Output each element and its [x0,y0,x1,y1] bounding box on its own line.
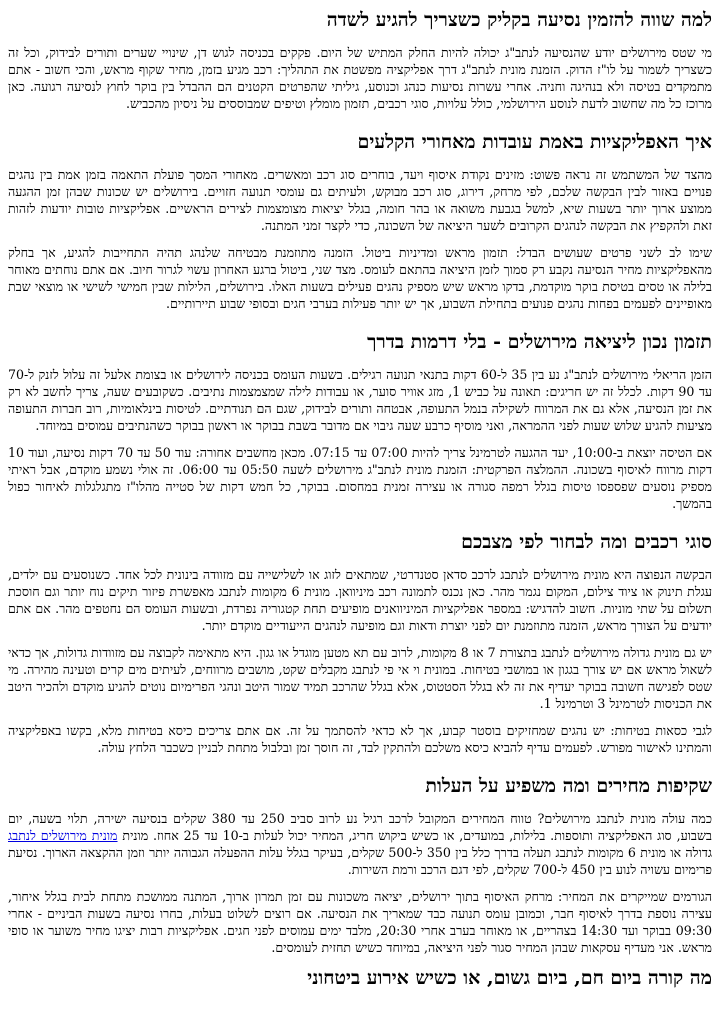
heading-vehicle-types: סוגי רכבים ומה לבחור לפי מצבכם [461,531,712,553]
heading-why-book-by-click: למה שווה להזמין נסיעה בקליק כשצריך להגיע לשדה [326,9,712,31]
heading-price-transparency: שקיפות מחירים ומה משפיע על העלות [425,775,712,797]
paragraph-sedan-minivan: הבקשה הנפוצה היא מונית מירושלים לנתבג לרכב סדאן סטנדרטי, שמתאים לזוג או לשלישייה עם מזוודה בינונית לכל אחד. כשנוסעים עם ילדים, עגלת תינוק או ציוד צילום, המקום נגמר מהר. כאן נכנס לתמונה רכב מיניוואן. מונית 6 מקומות לנתבג מאפשרת פיזור תיקים נוח יותר וגם חוסכת תשלום על שתי מוניות. חשוב להדגיש: במספר אפליקציות המיניוואנים מופיעים תחת קטגוריה נפרדת, ובשעות העומס הם נחטפים מהר. אם אתם יודעים על הצורך מראש, הזמנה מתוזמנת יום לפני יוצרת ודאות וגם מופיעה לנהגים הייעודיים מוקדם יותר. [8,567,712,633]
price-text-before-link: כמה עולה מונית לנתבג מירושלים? טווח המחירים המקובל לרכב רגיל נע לרוב סביב 250 עד 380 שקלים בנסיעה ישירה, תלוי בשעה, יום בשבוע, סוג האפליקציה ותוספות. בלילות, במועדים, או כשיש ביקוש חריג, המחיר יכול לעלות ב-10 עד 25 אחוז. מונית [8,811,712,843]
heading-timing-departure: תזמון נכון ליציאה מירושלים - בלי דרמות בדרך [367,331,712,353]
paragraph-price-ranges [8,810,712,878]
heading-how-apps-work: איך האפליקציות באמת עובדות מאחורי הקלעים [357,131,712,153]
paragraph-matching: מהצד של המשתמש זה נראה פשוט: מזינים נקודת איסוף ויעד, בוחרים סוג רכב ומאשרים. מאחורי המסך פועלת התאמה בזמן אמת בין נהגים פנויים באזור לבין הבקשה שלכם, לפי מרחק, דירוג, סוג רכב מבוקש, ולעיתים גם עומסי תנועה חזויים. בירושלים יש שכונות שבהן זמן ההגעה ממוצע ארוך יותר בשעות שיא, למשל בגבעת משואה או בהר חומה, בגלל יציאות מצומצמות לצירים הראשיים. אפליקציות טובות יודעות לזהות זאת ולהקפיץ את הבקשה לנהגים הקרובים לשער היציאה של השכונה, כדי לקצר זמני המתנה. [8,167,712,233]
link-taxi-jerusalem-airport[interactable]: מונית מירושלים לנתבג [8,828,118,843]
paragraph-large-vip: יש גם מונית גדולה מירושלים לנתבג בתצורת 7 או 8 מקומות, לרוב עם תא מטען מוגדל או גגון. היא מתאימה לקבוצה עם מזוודות גדולות, אך כדאי לשאול מראש אם יש צורך בגגון או במושבי בטיחות. במונית וי אי פי לנתבג מקבלים שקט, מושבים מרווחים, לעיתים מים קרים וטעינה מהירה. מי שטס לפגישה חשובה בבוקר יעדיף את זה לא בגלל הסטטוס, אלא בגלל שהרכב תמיד שמור היטב ונהגי הפרימיום נוטים להגיע מוקדם ולהכיר היטב את הכניסות לטרמינל 3 וטרמינל 1. [8,645,712,711]
price-text-after-link: גדולה או מונית 6 מקומות לנתבג תעלה בדרך כלל בין 350 ל-500 שקלים, בעיקר בגלל עלות ההפעלה הגבוהה יותר וזמן ההקצאה הארוך. נסיעת פרימיום עשויה לנוע בין 450 ל-700 שקלים, לפי דגם הרכב ורמת השירות. [8,845,712,877]
paragraph-child-seats: לגבי כסאות בטיחות: יש נהגים שמחזיקים בוסטר קבוע, אך לא כדאי להסתמך על זה. אם אתם צריכים כיסא בטיחות מלא, בקשו באפליקציה והמתינו לאישור מפורש. לפעמים עדיף להביא כיסא משלכם ולהתקין לבד, זה חוסך זמן ובלבול מתחת לבניין כשכבר הלחץ עולה. [8,723,712,755]
heading-weather-security-events: מה קורה ביום חם, ביום גשום, או כשיש אירוע ביטחוני [307,967,712,989]
paragraph-scheduling-cancellation: שימו לב לשני פרטים שעושים הבדל: תזמון מראש ומדיניות ביטול. הזמנה מתוזמנת מבטיחה שלנהג תהיה התחייבות להגיע, אך בחלק מהאפליקציות מחיר הנסיעה נקבע רק סמוך לזמן היציאה בהתאם לעומס. מצד שני, ביטול ברגע האחרון עשוי לגרור חיוב. אם אתם נוחתים מאוחר בלילה או טסים בטיסת בוקר מוקדמת, בדקו מראש שיש מספיק נהגים פעילים בשעות האלו. בירושלים, הלילות שבין חמישי לשישי או מוצאי שבת מאופיינים לפעמים בפחות נהגים פנועים בתחילת השבוע, אך יש יותר פעילות בערבי חגים ובסופי שבוע תיירותיים. [8,245,712,311]
paragraph-cost-factors: הגורמים שמייקרים את המחיר: מרחק האיסוף בתוך ירושלים, יציאה משכונות עם זמן תמרון ארוך, המתנה ממושכת מתחת לבית בגלל איחור, עצירה נוספת בדרך לאיסוף חבר, וכמובן עומס תנועה כבד שמאריך את הנסיעה. אם רוצים לשלוט בעלות, בחרו נסיעה בשעות הביניים - אחרי 09:30 בבוקר ועד 14:30 בצהריים, או מאוחר בערב אחרי 20:30, מלבד ימים עמוסים לפני חגים. אפליקציות רבות יציגו מחיר משוער או סופי מראש. אני מעדיף עסקאות שבהן המחיר סגור לפני היציאה, במיוחד כשיש תחזית לעומסים. [8,889,712,955]
paragraph-intro: מי שטס מירושלים יודע שהנסיעה לנתב"ג יכולה להיות החלק המתיש של היום. פקקים בכניסה לגוש דן, שינויי שערים ותורים לבידוק, וכל זה כשצריך לשמור על לו"ז הדוק. הזמנת מונית לנתב"ג דרך אפליקציה מפשטת את התהליך: רכב מגיע בזמן, מחיר שקוף מראש, והכי חשוב - אתם מתמקדים בטיסה ולא בנהיגה וחניה. אחרי עשרות נסיעות כנהג וכנוסע, גיליתי שהפרטים הקטנים הם ההבדל בין בוקר לחוץ לנסיעה רגועה. כאן מרוכז כל מה שחשוב לדעת לנוסע הירושלמי, כולל עלויות, סוגי רכבים, תזמון מומלץ וטיפים שמבוססים על ניסיון מהכביש. [8,45,712,111]
paragraph-backward-planning: אם הטיסה יוצאת ב-10:00, יעד ההגעה לטרמינל צריך להיות 07:00 עד 07:15. מכאן מחשבים אחורה: עוד 50 עד 70 דקות נסיעה, ועוד 10 דקות מרווח לאיסוף בשכונה. ההמלצה הפרקטית: הזמנת מונית לנתב"ג מירושלים לשעה 05:50 עד 06:00. זה אולי נשמע מוקדם, אבל ראיתי מספיק נוסעים שפספסו טיסות בגלל רמפה סגורה או עצירה זמנית במחסום. בבוקר, כל חמש דקות של סטייה מהלו"ז מתגלגלות לאיחור כפול בהמשך. [8,445,713,511]
paragraph-travel-time: הזמן הריאלי מירושלים לנתב"ג נע בין 35 ל-60 דקות בתנאי תנועה רגילים. בשעות העומס בכניסה לירושלים או בצומת אלעל זה עלול לזנק ל-70 עד 90 דקות. לכלל זה יש חריגים: תאונה על כביש 1, מזג אוויר סוער, או עבודות לילה שמצמצמות נתיבים. כשקובעים שעה, צריך לחשב לא רק את זמן הנסיעה, אלא גם את המרווח לשקילה בנמל התעופה, אבטחה ותורים לבידוק, שגם הם תנודתיים. לטיסות בינלאומיות, רוב חברות התעופה מציעות להגיע שלוש שעות לפני ההמראה, ואני מוסיף כרבע שעה גיבוי אם מדובר בשבת בבוקר או ראשון בבוקר כשהנתיבים עמוסים במיוחד. [8,367,713,433]
